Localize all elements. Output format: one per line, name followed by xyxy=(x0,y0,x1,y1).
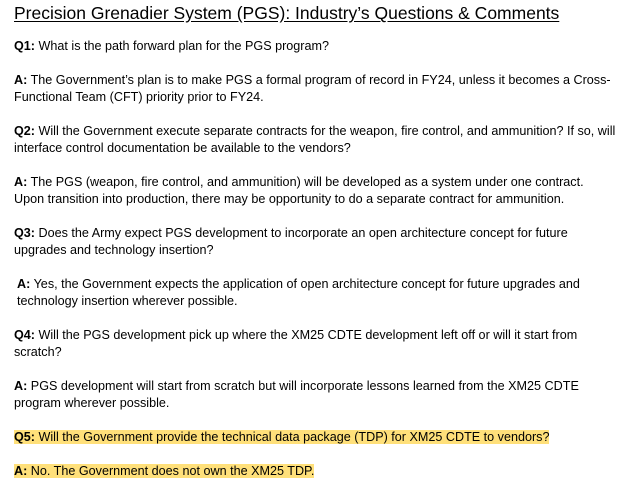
question-5 xyxy=(14,429,616,446)
answer-3-text: Yes, the Government expects the application of open architecture concept for future upgrades and technology insertion wherever possible. xyxy=(17,277,580,308)
question-1-tag: Q1: xyxy=(14,39,35,53)
answer-5-text: No. The Government does not own the XM25 TDP. xyxy=(27,464,315,478)
question-5-highlight xyxy=(14,430,549,444)
question-2 xyxy=(14,123,616,157)
question-1 xyxy=(14,38,616,55)
answer-4-tag: A: xyxy=(14,379,28,393)
answer-1-tag: A: xyxy=(14,73,28,87)
answer-2-text: The PGS (weapon, fire control, and ammunition) will be developed as a system under one contract. Upon transition into production, there may be opportunity to do a separate contract for ammunition. xyxy=(14,175,584,206)
question-3 xyxy=(14,225,616,259)
answer-5-highlight xyxy=(14,464,314,478)
answer-3 xyxy=(14,276,619,310)
question-5-text: Will the Government provide the technical data package (TDP) for XM25 CDTE to vendors? xyxy=(35,430,550,444)
answer-4 xyxy=(14,378,616,412)
question-1-text: What is the path forward plan for the PGS program? xyxy=(35,39,329,53)
question-5-tag: Q5: xyxy=(14,430,35,444)
question-3-text: Does the Army expect PGS development to incorporate an open architecture concept for future upgrades and technology insertion? xyxy=(14,226,568,257)
answer-5-tag: A: xyxy=(14,464,28,478)
question-4-text: Will the PGS development pick up where the XM25 CDTE development left off or will it start from scratch? xyxy=(14,328,578,359)
answer-4-text: PGS development will start from scratch but will incorporate lessons learned from the XM25 CDTE program wherever possible. xyxy=(14,379,579,410)
page-title: Precision Grenadier System (PGS): Industry’s Questions & Comments xyxy=(14,3,560,23)
answer-2 xyxy=(14,174,616,208)
question-4-tag: Q4: xyxy=(14,328,35,342)
question-2-tag: Q2: xyxy=(14,124,35,138)
answer-2-tag: A: xyxy=(14,175,28,189)
question-4 xyxy=(14,327,616,361)
question-2-text: Will the Government execute separate contracts for the weapon, fire control, and ammunition? If so, will interface control documentation be available to the vendors? xyxy=(14,124,616,155)
answer-1 xyxy=(14,72,616,106)
answer-5 xyxy=(14,463,616,480)
question-3-tag: Q3: xyxy=(14,226,35,240)
answer-3-tag: A: xyxy=(17,277,31,291)
answer-1-text: The Government’s plan is to make PGS a formal program of record in FY24, unless it becomes a Cross-Functional Team (CFT) priority prior to FY24. xyxy=(14,73,611,104)
